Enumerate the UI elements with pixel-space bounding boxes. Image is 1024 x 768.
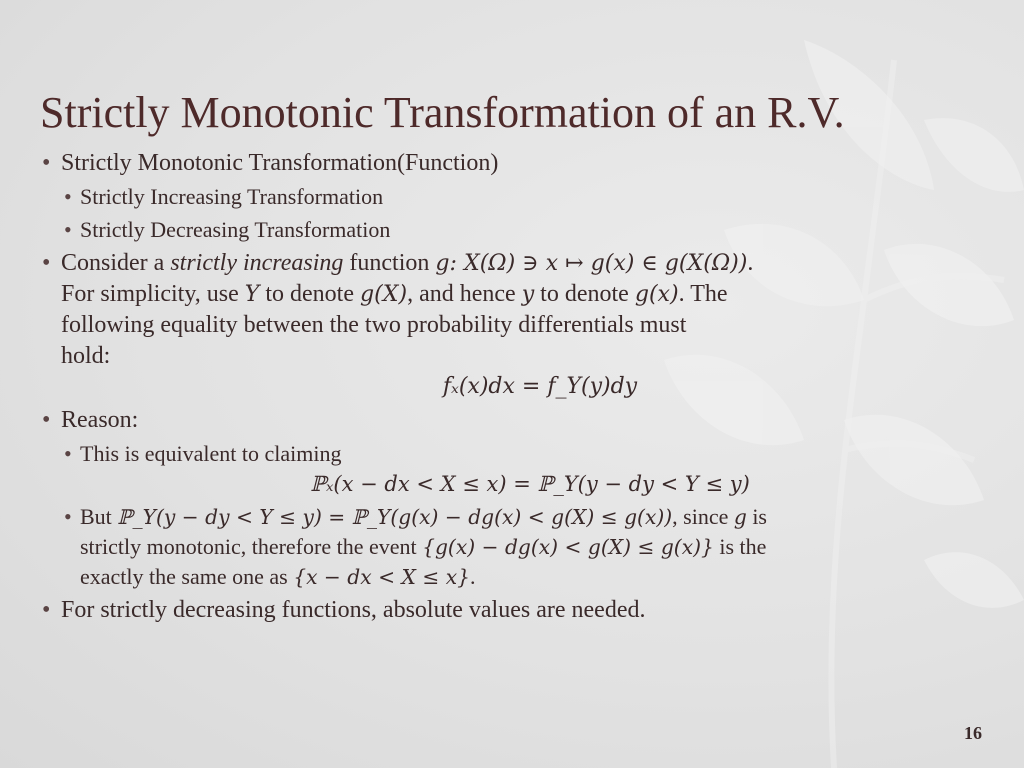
bullet-text: This is equivalent to claiming bbox=[80, 441, 342, 466]
bullet-text-end: . bbox=[470, 564, 476, 589]
bullet-marker: • bbox=[64, 184, 72, 209]
bullet-marker: • bbox=[64, 504, 72, 529]
bullet-monotonic-transformation bbox=[40, 148, 980, 179]
bullet-text-the: . The bbox=[678, 281, 728, 307]
bullet-text-is: is bbox=[746, 504, 767, 529]
bullet-text-hold: hold: bbox=[61, 343, 111, 369]
bullet-marker: • bbox=[42, 407, 51, 433]
bullet-marker: • bbox=[64, 217, 72, 242]
math-function-definition: g: X(Ω) ∋ x ↦ g(x) ∈ g(X(Ω)) bbox=[435, 251, 748, 276]
bullet-text-is-the: is the bbox=[713, 534, 767, 559]
math-Y: Y bbox=[244, 282, 260, 307]
math-y: y bbox=[521, 282, 535, 307]
emphasis-strictly-increasing: strictly increasing bbox=[170, 250, 344, 276]
bullet-marker: • bbox=[64, 441, 72, 466]
bullet-text: Strictly Increasing Transformation bbox=[80, 184, 384, 209]
equation-density-differentials: fₓ(x)dx = f_Y(y)dy bbox=[442, 374, 638, 399]
slide-body bbox=[40, 148, 980, 626]
math-gX: g(X) bbox=[360, 282, 408, 307]
bullet-text-consider: Consider a bbox=[61, 250, 171, 276]
math-event-x: {x − dx < X ≤ x} bbox=[293, 565, 470, 589]
bullet-text-function: function bbox=[343, 250, 436, 276]
bullet-consider-function bbox=[40, 248, 980, 372]
math-event-g: {g(x) − dg(x) < g(X) ≤ g(x)} bbox=[422, 535, 714, 559]
bullet-text: For strictly decreasing functions, absolute values are needed. bbox=[61, 597, 646, 623]
bullet-decreasing-functions bbox=[40, 595, 980, 626]
bullet-text-equality: following equality between the two probability differentials must bbox=[61, 312, 687, 338]
bullet-text: Strictly Decreasing Transformation bbox=[80, 217, 391, 242]
bullet-text-period: . bbox=[747, 250, 754, 276]
bullet-text-and-hence: , and hence bbox=[407, 281, 522, 307]
sub-bullet-equivalent bbox=[40, 439, 980, 469]
bullet-text-since: , since bbox=[672, 504, 734, 529]
sub-bullet-but bbox=[40, 502, 980, 592]
bullet-text-simplicity: For simplicity, use bbox=[61, 281, 245, 307]
math-probability-equality: ℙ_Y(y − dy < Y ≤ y) = ℙ_Y(g(x) − dg(x) < g(X) ≤ g(x)) bbox=[117, 505, 673, 529]
bullet-text-same-as: exactly the same one as bbox=[80, 564, 294, 589]
bullet-text-but: But bbox=[80, 504, 118, 529]
bullet-text-strictly-monotonic: strictly monotonic, therefore the event bbox=[80, 534, 423, 559]
bullet-marker: • bbox=[42, 250, 51, 276]
slide-title: Strictly Monotonic Transformation of an R.V. bbox=[40, 88, 845, 137]
sub-bullet-increasing bbox=[40, 182, 980, 212]
bullet-text: Strictly Monotonic Transformation(Function) bbox=[61, 150, 499, 176]
bullet-reason bbox=[40, 405, 980, 436]
equation-probability-claim: ℙₓ(x − dx < X ≤ x) = ℙ_Y(y − dy < Y ≤ y) bbox=[310, 472, 750, 496]
bullet-marker: • bbox=[42, 597, 51, 623]
bullet-marker: • bbox=[42, 150, 51, 176]
sub-bullet-decreasing bbox=[40, 215, 980, 245]
bullet-text-to-denote: to denote bbox=[259, 281, 360, 307]
page-number: 16 bbox=[964, 723, 982, 743]
bullet-text: Reason: bbox=[61, 407, 139, 433]
math-gx: g(x) bbox=[634, 282, 679, 307]
bullet-text-to-denote-2: to denote bbox=[534, 281, 635, 307]
math-g: g bbox=[733, 505, 747, 529]
